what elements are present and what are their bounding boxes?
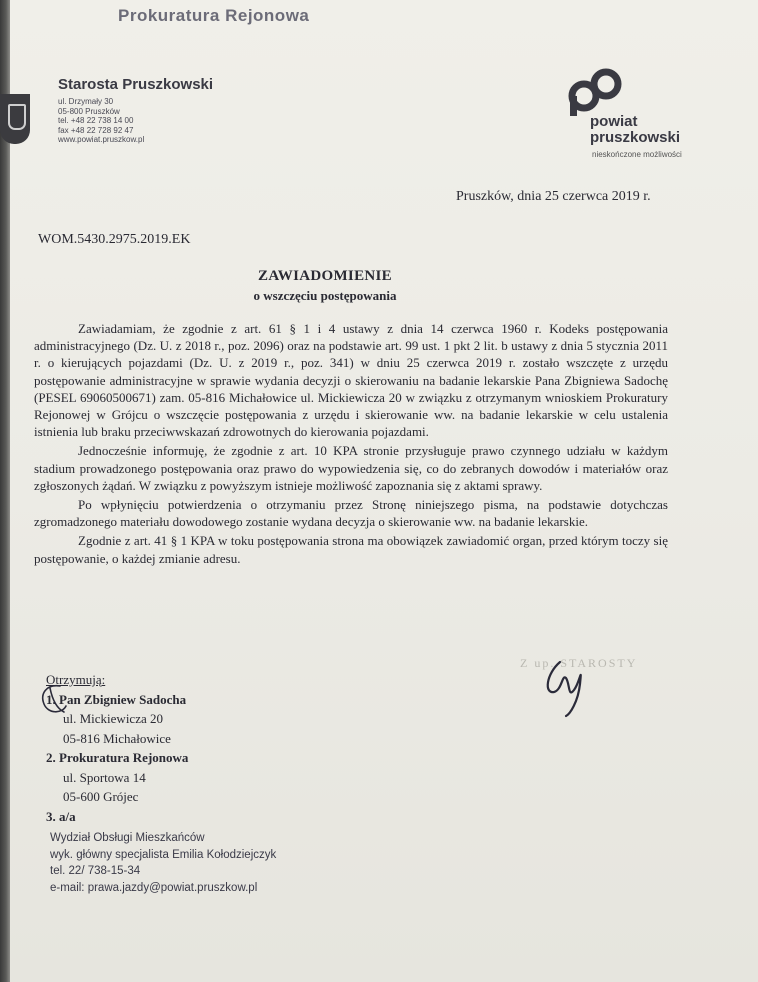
body-paragraph-3: Po wpłynięciu potwierdzenia o otrzymaniu przez Stronę niniejszego pisma, na podstawie dotychczas zgromadzonego materiału dowodowego zostanie wydana decyzja o skierowanie ww. na badanie lekarskie. <box>34 497 668 530</box>
logo-name-line2: pruszkowski <box>590 129 681 146</box>
logo-name-line1: powiat <box>590 113 638 130</box>
recipient-1-name: 1. Pan Zbigniew Sadocha <box>46 691 187 707</box>
recipient-2-name: 2. Prokuratura Rejonowa <box>46 750 189 765</box>
footer-department: Wydział Obsługi Mieszkańców <box>50 832 205 844</box>
issuer-fax: fax +48 22 728 92 47 <box>58 125 134 135</box>
issuer-address <box>58 97 144 145</box>
body-paragraph-1: Zawiadamiam, że zgodnie z art. 61 § 1 i 4 ustawy z dnia 14 czerwca 1960 r. Kodeks postępowania administracyjnego (Dz. U. z 2018 r., poz. 2096) oraz na podstawie art. 99 ust. 1 pkt 2 lit. b ustawy z dnia 5 stycznia 2011 r. o kierujących pojazdami (Dz. U. z 2019 r., poz. 341) w dniu 25 czerwca 2019 r. zostało wszczęte z urzędu postępowanie administracyjne w sprawie wydania decyzji o skierowaniu na badanie lekarskie Pana Zbigniewa Sadochę (PESEL 69060500671) zam. 05-816 Michałowice ul. Mickiewicza 20 w związku z otrzymanym wnioskiem Prokuratury Rejonowej w Grójcu o wszczęcie postępowania z urzędu i skierowanie ww. na badanie lekarskie w celu ustalenia istnienia lub braku przeciwwskazań zdrowotnych do kierowania pojazdami. <box>34 321 668 440</box>
received-stamp: Prokuratura Rejonowa <box>118 6 310 25</box>
issuer-name: Starosta Pruszkowski <box>58 76 214 93</box>
reference-number: WOM.5430.2975.2019.EK <box>38 232 191 247</box>
footer-clerk: wyk. główny specjalista Emilia Kołodziejczyk <box>50 848 277 861</box>
logo-tagline: nieskończone możliwości <box>592 150 682 159</box>
issuer-city: 05-800 Pruszków <box>58 106 120 116</box>
powiat-logo-icon <box>566 66 626 116</box>
issuer-website: www.powiat.pruszkow.pl <box>58 135 145 144</box>
letter-body <box>34 320 668 567</box>
recipient-2-city: 05-600 Grójec <box>63 789 139 804</box>
contact-footer <box>50 830 276 896</box>
letter-date: Pruszków, dnia 25 czerwca 2019 r. <box>456 189 651 204</box>
footer-email: e-mail: prawa.jazdy@powiat.pruszkow.pl <box>50 881 258 894</box>
coat-of-arms-icon <box>0 94 30 144</box>
footer-phone: tel. 22/ 738-15-34 <box>50 865 141 877</box>
recipient-1-city: 05-816 Michałowice <box>63 730 171 746</box>
body-paragraph-4: Zgodnie z art. 41 § 1 KPA w toku postępowania strona ma obowiązek zawiadomić organ, przed którym toczy się postępowanie, o każdej zmianie adresu. <box>34 533 668 566</box>
document-title: ZAWIADOMIENIE <box>258 268 392 284</box>
logo-name <box>590 114 680 146</box>
signature-stamp: Z up. STAROSTY <box>520 656 638 670</box>
issuer-phone: tel. +48 22 738 14 00 <box>58 116 134 125</box>
body-paragraph-2: Jednocześnie informuję, że zgodnie z art. 10 KPA stronie przysługuje prawo czynnego udziału w każdym stadium prowadzonego postępowania oraz prawo do wypowiedzenia się, co do zebranych dowodów i materiałów oraz zgłoszonych żądań. W związku z powyższym istnieje możliwość zapoznania się z aktami sprawy. <box>34 443 668 493</box>
recipient-1-street: ul. Mickiewicza 20 <box>63 711 163 726</box>
signature-icon <box>540 654 600 718</box>
document-subtitle: o wszczęciu postępowania <box>253 288 397 303</box>
recipients-header: Otrzymują: <box>46 672 106 687</box>
handwritten-circle-icon <box>38 682 74 716</box>
issuer-street: ul. Drzymały 30 <box>58 97 114 106</box>
recipient-2-street: ul. Sportowa 14 <box>63 769 146 785</box>
recipient-3: 3. a/a <box>46 808 76 824</box>
